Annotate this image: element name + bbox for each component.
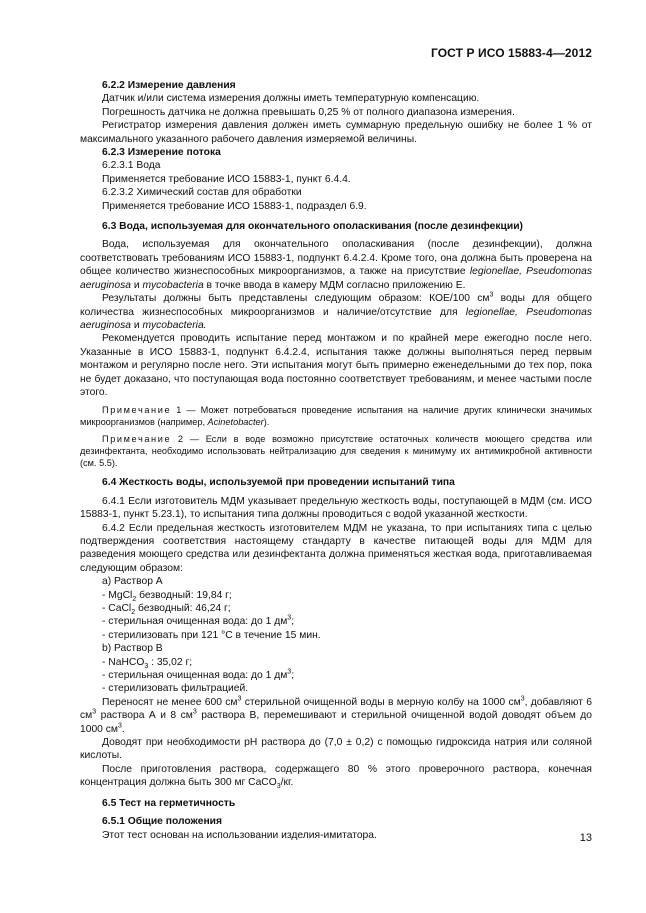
text-run: /кг. [280,777,294,789]
text-run: ). [263,417,270,428]
list-item [80,602,592,615]
subscript: 2 [131,609,136,617]
list-item [80,656,592,669]
text-run: безводный: 46,24 г; [135,603,231,614]
section-heading-6-3: 6.3 Вода, используемая для окончательного ополаскивания (после дезинфекции) [102,221,523,233]
text-run: Переносят не менее 600 см [102,696,238,708]
subscript: 2 [132,595,137,603]
text-run: стерильной очищенной воды в мерную колбу на 1000 см [241,696,521,708]
paragraph: Применяется требование ИСО 15883-1, пункт 6.4.4. [102,173,351,185]
italic-text: mycobacteria. [142,319,207,331]
paragraph [80,696,592,736]
text-run: Вода, используемая для окончательного ополаскивания (после дезинфекции), должна соответствовать требованиям ИСО 15883-1, подпункт 6.4.2.4. Кроме того, она должна быть проверена на общее количество жизнеспособных микроорганизмов, а также на присутствие [80,239,592,278]
text-run: . [121,723,125,735]
list-item: - стерилизовать при 121 °С в течение 15 мин. [102,629,321,641]
text-run: 2 — Если в воде возможно присутствие остаточных количеств моющего средства или дезинфектанта, необходимо использовать нейтрализацию для сведения к минимуму их антимикробной активности (см. 5.5). [80,434,592,469]
page-number: 13 [579,832,592,844]
superscript: 3 [92,708,97,716]
section-heading-6-4: 6.4 Жесткость воды, используемой при проведении испытаний типа [102,477,455,489]
text-run: и [130,279,143,291]
text-run: ; [291,670,295,682]
paragraph [80,763,592,790]
page-content [80,79,592,842]
subscript: 3 [144,662,149,670]
paragraph: Рекомендуется проводить испытание перед монтажом и по крайней мере ежегодно после него. Указанные в ИСО 15883-1, подпункт 6.4.2.4, испытания также должны выполняться перед первым монтажом и регулярно после него. Эти испытания могут быть примерно еженедельными до тех пор, пока не будет доказано, что поступающая вода постоянно соответствует требованиям, и менее частыми после этого. [80,333,592,398]
document-header: ГОСТ Р ИСО 15883-4—2012 [430,46,592,60]
subscript: 3 [276,783,281,791]
text-run: и [130,319,143,331]
note-2 [80,433,592,469]
text-run: : 35,02 г; [148,656,193,668]
text-run: , добавляют 6 см [80,696,592,722]
superscript: 3 [237,695,242,703]
paragraph: 6.2.3.1 Вода [102,160,161,172]
paragraph: Доводят при необходимости рН раствора до (7,0 ± 0,2) с помощью гидроксида натрия или соляной кислоты. [80,737,592,762]
superscript: 3 [287,614,292,622]
paragraph: Погрешность датчика не должна превышать 0,25 % от полного диапазона измерения. [102,106,515,118]
text-run: 1 — Может потребоваться проведение испытания на наличие других клинически значимых микроорганизмов (например, [80,405,592,428]
section-heading-6-5-1: 6.5.1 Общие положения [102,816,222,828]
superscript: 3 [118,722,122,730]
section-heading-6-5: 6.5 Тест на герметичность [102,797,236,809]
text-run: раствора А и 8 см [96,710,193,722]
paragraph: Применяется требование ИСО 15883-1, подраздел 6.9. [102,200,367,212]
text-run: Результаты должны быть представлены следующим образом: КОЕ/100 см [102,293,490,305]
list-item [80,589,592,602]
text-run: безводный: 19,84 г; [136,589,232,601]
superscript: 3 [489,291,494,299]
text-run: - стерильная очищенная вода: до 1 дм [102,616,288,628]
text-run: - NaHCO [102,656,145,668]
italic-text: legionellae, Pseudomonas aeruginosa [80,266,593,291]
note-label: Примечание [102,405,172,416]
note-1 [80,404,592,428]
paragraph: Регистратор измерения давления должен иметь суммарную предельную ошибку не более 1 % от максимального указанного рабочего давления измеряемой величины. [80,120,592,145]
text-run: - CaCl [102,603,132,614]
paragraph: 6.4.2 Если предельная жесткость изготовителем МДМ не указана, то при испытаниях типа с целью подтверждения соответствия настоящему стандарту в качестве питающей воды для МДМ для разведения моющего средства или дезинфектанта должна применяться жесткая вода, приготавливаемая следующим образом: [80,522,592,574]
text-run: в точке ввода в камеру МДМ согласно приложению Е. [203,279,466,291]
list-item [80,669,592,682]
paragraph: 6.4.1 Если изготовитель МДМ указывает предельную жесткость воды, поступающей в МДМ (см. ИСО 15883-1, пункт 5.23.1), то испытания типа должны проводиться с водой указанной жесткости. [80,495,592,521]
paragraph: 6.2.3.2 Химический состав для обработки [102,187,302,199]
section-heading-6-2-2: 6.2.2 Измерение давления [102,80,236,91]
text-run: - MgCl [102,589,133,601]
paragraph: Этот тест основан на использовании изделия-имитатора. [102,829,377,841]
paragraph [80,238,592,292]
list-item: a) Раствор А [102,576,163,588]
paragraph: Датчик и/или система измерения должны иметь температурную компенсацию. [102,93,480,105]
superscript: 3 [287,668,292,676]
text-run: воды для общего количества жизнеспособных микроорганизмов и наличие/отсутствие для [80,293,592,318]
superscript: 3 [520,695,525,703]
italic-text: legionellae, Pseudomonas aeruginosa [80,306,592,331]
list-item: - стерилизовать фильтрацией. [102,683,249,695]
text-run: После приготовления раствора, содержащего 80 % этого проверочного раствора, конечная концентрация должна быть 300 мг CaCO [80,763,592,789]
text-run: ; [291,616,295,628]
superscript: 3 [192,708,197,716]
text-run: - стерильная очищенная вода: до 1 дм [102,670,288,682]
paragraph [80,292,592,332]
note-label: Примечание [102,434,172,445]
italic-text: Acinetobacter [207,417,264,428]
section-heading-6-2-3: 6.2.3 Измерение потока [102,147,221,159]
text-run: раствора В, перемешивают и стерильной очищенной водой доводят объем до 1000 см [80,710,593,735]
italic-text: mycobacteria [142,279,204,291]
list-item [80,615,592,628]
list-item: b) Раствор В [102,643,163,655]
